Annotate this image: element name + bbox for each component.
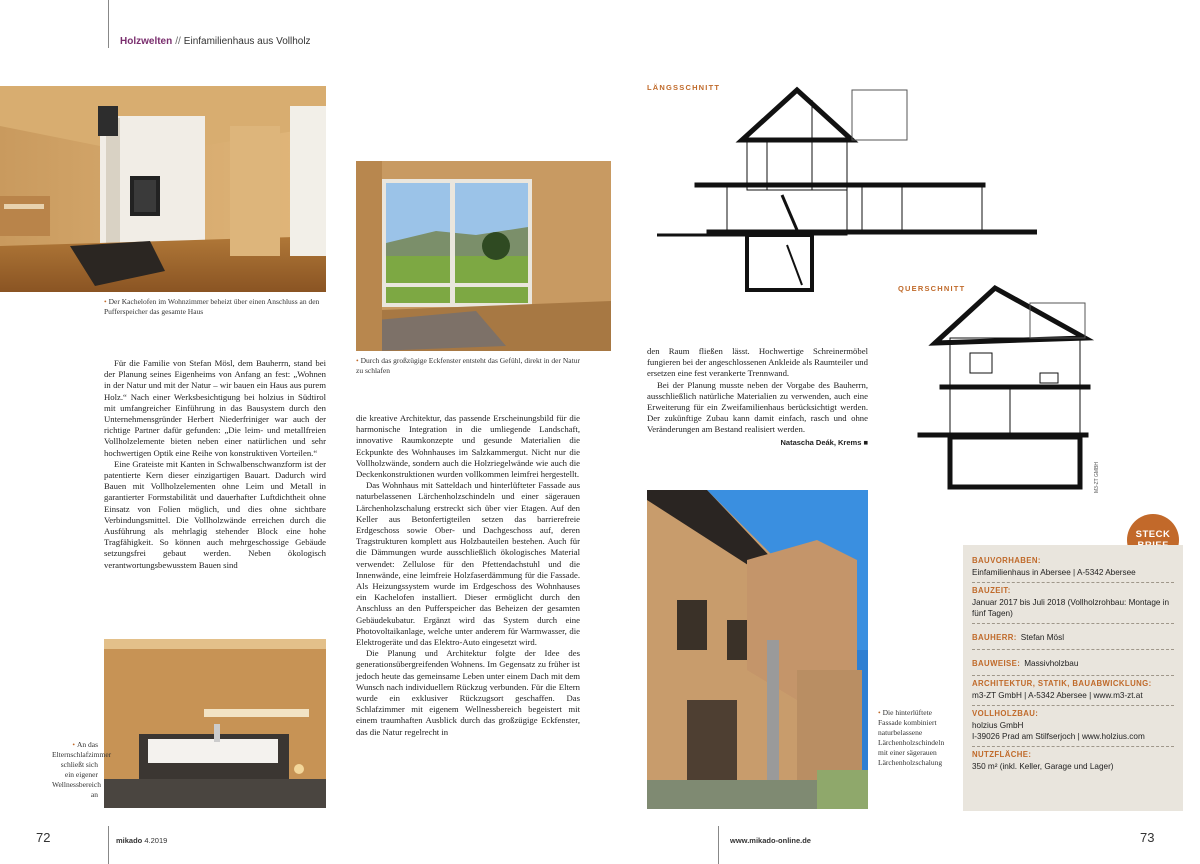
page-number-left: 72 (36, 830, 51, 845)
brief-item-nutzflaeche: NUTZFLÄCHE: 350 m² (inkl. Keller, Garage und Lager) (972, 750, 1114, 771)
facade-caption: • Die hinterlüftete Fassade kombiniert naturbelassene Lärchenholzschindeln mit einer sägerauen Lärchenholzschalung (878, 708, 945, 767)
bathroom-photo (104, 639, 326, 808)
querschnitt-drawing (910, 283, 1110, 498)
footer-rule-right (718, 826, 719, 864)
brief-item-bauherr: BAUHERR: Stefan Mösl (972, 624, 1174, 650)
badge-line-1: STECK (1135, 529, 1171, 540)
querschnitt-label: QUERSCHNITT (898, 284, 966, 293)
steckbrief-box (963, 545, 1183, 811)
paragraph: Bei der Planung musste neben der Vorgabe des Bauherrn, ausschließlich natürliche Materialien zu verwenden, auch eine Erweiterung für ein Zweifamilienhaus berücksichtigt werden. Der zukünftige Zubau kann damit einfach, rasch und ohne Veränderungen am Bestand realisiert werden. (647, 379, 868, 435)
footer-rule-left (108, 826, 109, 864)
window-photo (356, 161, 611, 351)
bathroom-caption: • An das Elternschlafzimmer schließt sich ein eigener Wellnessbereich an (52, 740, 112, 799)
article-column-3 (647, 346, 868, 448)
brief-item-bauweise: BAUWEISE: Massivholzbau (972, 650, 1174, 676)
brief-item-bauzeit: BAUZEIT: Januar 2017 bis Juli 2018 (Vollholzrohbau: Montage in fünf Tagen) (972, 583, 1174, 624)
facade-photo (647, 490, 868, 809)
header-section: Holzwelten (120, 36, 173, 47)
page-header (120, 36, 311, 47)
window-caption: • Durch das großzügige Eckfenster entsteht das Gefühl, direkt in der Natur zu schlafen (356, 356, 580, 375)
article-column-2 (356, 413, 580, 738)
brief-item-architektur: ARCHITEKTUR, STATIK, BAUABWICKLUNG: m3-ZT GmbH | A-5342 Abersee | www.m3-zt.at (972, 676, 1174, 706)
header-separator: // (175, 36, 181, 47)
paragraph: Das Wohnhaus mit Satteldach und hinterlüfteter Fassade aus naturbelassenen Lärchenholzschindeln und einer sägerauen Lärchenholzschalung erstreckt sich über vier Etagen. Auf den Keller aus Betonfertigteilen setzen das barrierefreie Erdgeschoss sowie Ober- und Dachgeschoss auf, deren Tragstrukturen komplett aus Holzbauteilen bestehen. Auch für die Dämmungen wurde ausschließlich ökologisches Material verwendet: Zellulose für den Pfettendachstuhl und die Innenwände, eine leimfreie Holzfaserdämmung für die Fassade. Als Heizungssystem wurde im Erdgeschoss des Wohnhauses ein Kachelofen installiert. Dieser ermöglicht durch den Anschluss an den Pufferspeicher das Beheizen der gesamten Gebäudekubatur. Ergänzt wird das System durch eine Photovoltaikanlage, welche unter anderem für Warmwasser, die Elektrogeräte und das Elektro-Auto eingesetzt wird. (356, 480, 580, 648)
brief-item-bauvorhaben: BAUVORHABEN: Einfamilienhaus in Abersee | A-5342 Abersee (972, 553, 1174, 583)
paragraph: Für die Familie von Stefan Mösl, dem Bauherrn, stand bei der Planung seines Eigenheims von Anfang an fest: „Wohnen in der Natur und mit der Natur – wir bauen ein Haus aus purem Holz.“ Nach einer Werksbesichtigung bei holzius in Südtirol mit umfangreicher Einführung in das Bausystem durch den Unternehmensgründer Herbert Niederfriniger war auch der richtige Partner dafür gefunden: „Die leim- und metallfreien Vollholzelemente bieten neben einer natürlichen und sehr hochwertigen Optik eine Reihe von konstruktiven Vorteilen.“ (104, 358, 326, 458)
page-number-right: 73 (1140, 830, 1155, 845)
paragraph: die kreative Architektur, das passende Erscheinungsbild für die harmonische Integration in die umliegende Landschaft, innovative Raumkonzepte und gesunde Materialien die Eckpunkte des Wohnhauses im Salzkammergut. Nicht nur die Vollholzwände, sondern auch die Holzriegelwände wie auch die Deckenkonstruktionen wurden vollkommen leimfrei hergestellt. (356, 413, 580, 480)
paragraph: den Raum fließen lässt. Hochwertige Schreinermöbel fungieren bei der angeschlossenen Ankleide als Raumteiler und ersetzen eine fest verankerte Trennwand. (647, 346, 868, 379)
brief-item-vollholzbau: VOLLHOLZBAU: holzius GmbH I-39026 Prad am Stilfserjoch | www.holzius.com (972, 706, 1174, 747)
magazine-issue: 4.2019 (144, 836, 168, 845)
author-line: Natascha Deák, Krems ■ (780, 437, 868, 447)
drawing-credit: M3-ZT GMBH (1094, 461, 1100, 493)
living-room-caption: • Der Kachelofen im Wohnzimmer beheizt über einen Anschluss an den Pufferspeicher das gesamte Haus (104, 297, 320, 316)
paragraph: Eine Grateiste mit Kanten in Schwalbenschwanzform ist der patentierte Kern dieser einzigartigen Bauart. Dadurch wird Bauen mit Vollholzelementen ohne Leim und Metall in garantierter Formstabilität und dauerhafter Luftdichtheit ohne Einsatz von Folien möglich, und dies ohne sichtbare Verbindungsmittel. Die Vollholzwände erreichen durch die Ausführung als mehrlagig stehender Block eine hohe Tragfähigkeit. So können auch mehrgeschossige Gebäude setzungsfrei gebaut werden. Neben ökologisch verantwortungsbewusstem Bauen sind (104, 458, 326, 570)
header-rule-left (108, 0, 109, 48)
header-title: Einfamilienhaus aus Vollholz (183, 36, 311, 47)
footer-magazine (116, 836, 167, 845)
article-column-1 (104, 358, 326, 571)
paragraph: Die Planung und Architektur folgte der Idee des generationsübergreifenden Wohnens. Im Gegensatz zu früher ist jedoch heute das gemeinsame Leben unter einem Dach mit dem Wunsch nach individuellem Rückzug verbunden. Für die Eltern wurde ein exklusiver Rückzugsort geschaffen. Das Schlafzimmer mit eigenem Wellnessbereich begeistert mit einem traumhaften Ausblick durch das großzügige Eckfenster, das die Natur regelrecht in (356, 648, 580, 737)
footer-website: www.mikado-online.de (730, 836, 811, 845)
living-room-photo (0, 86, 326, 292)
magazine-name: mikado (116, 836, 143, 845)
laengsschnitt-label: LÄNGSSCHNITT (647, 83, 721, 92)
laengsschnitt-drawing (647, 80, 1037, 295)
